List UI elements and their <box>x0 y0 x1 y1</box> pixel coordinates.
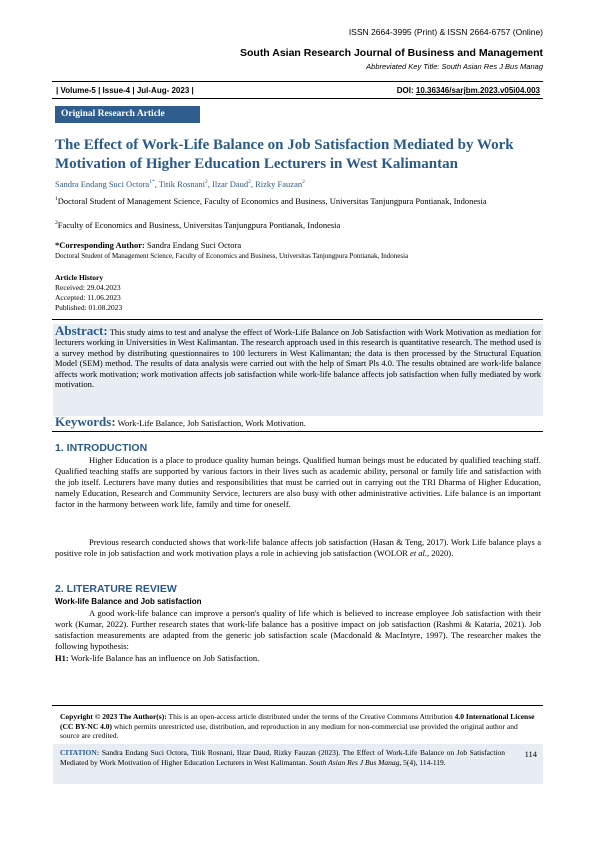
keywords-label: Keywords: <box>55 414 116 429</box>
abstract-label: Abstract: <box>55 323 108 338</box>
article-type-badge: Original Research Article <box>55 106 200 123</box>
citation-label: CITATION: <box>60 748 100 757</box>
volume-issue: | Volume-5 | Issue-4 | Jul-Aug- 2023 | <box>56 86 194 95</box>
affiliation-2: $^2$Faculty of Economics and Business, Universitas Tanjungpura Pontianak, Indonesia <box>55 219 341 230</box>
doi-line <box>397 86 540 95</box>
section-heading-literature-review: 2. LITERATURE REVIEW <box>55 583 177 595</box>
section-heading-introduction: 1. INTRODUCTION <box>55 442 148 454</box>
intro-paragraph-2: Previous research conducted shows that work-life balance affects job satisfaction (Hasan & Teng, 2017). Work Life balance plays a positive role in job satisfaction and work motivation plays a role in achieving job satisfaction (WOLOR et al., 2020). <box>55 537 541 558</box>
journal-name: South Asian Research Journal of Business and Management <box>239 47 543 59</box>
author-name: Sandra Endang Suci Octora <box>55 179 150 189</box>
doi-label: DOI: <box>396 86 414 95</box>
author-sup: 2 <box>302 179 305 186</box>
license-name: 4.0 International License (CC BY-NC 4.0) <box>60 712 535 731</box>
author-list: Sandra Endang Suci Octora$^{1*}$, Titik Rosnani$^2$, Ilzar Daud$^2$, Rizky Fauzan$^2$ <box>55 179 305 189</box>
author-name: Rizky Fauzan <box>255 179 303 189</box>
corresponding-label: *Corresponding Author: <box>55 240 145 250</box>
header-rule-top <box>52 81 543 82</box>
author-sup: 2 <box>205 179 208 186</box>
author-sup: 1* <box>149 179 155 186</box>
published-date: Published: 01.08.2023 <box>55 303 123 312</box>
intro-paragraph-1: Higher Education is a place to produce quality human beings. Qualified human beings must be educated by qualified teaching staff. Qualified teaching staffs are supported by various factors in their lives such as academic ability, personal or family life and satisfaction with the job itself. Lecturers have many duties and responsibilities that must be carried out in carrying out the TRI Dharma of Higher Education, namely Education, Research and Community Service, lecturers are also busy with other administrative activities. Life balance is an important factor in the harmony between work life, family and time for oneself. <box>55 455 541 509</box>
hypothesis-text: Work-life Balance has an influence on Job Satisfaction. <box>70 653 260 663</box>
affiliation-1: $^1$Doctoral Student of Management Science, Faculty of Economics and Business, Universitas Tanjungpura Pontianak, Indonesia <box>55 195 487 206</box>
corresponding-author <box>55 240 241 250</box>
corresponding-name: Sandra Endang Suci Octora <box>146 240 242 250</box>
abstract-rule-bottom <box>52 431 543 432</box>
article-title: The Effect of Work-Life Balance on Job Satisfaction Mediated by Work Motivation of Higher Education Lecturers in West Kalimantan <box>55 137 514 172</box>
accepted-date: Accepted: 11.06.2023 <box>55 293 121 302</box>
keywords-text: Work-Life Balance, Job Satisfaction, Work Motivation. <box>117 418 306 428</box>
page-number: 114 <box>524 749 537 759</box>
abstract-text: This study aims to test and analyse the effect of Work-Life Balance on Job Satisfaction with Work Motivation as mediation for lecturers working in Universities in West Kalimantan. The research approach used in this research is quantitative research. The method used is a survey method by distributing questionnaires to 100 lecturers in West Kalimantan; the data is then processed by the Structural Equation Model (SEM) method. The results of data analysis were carried out with the help of Smart Pls 4.0. The results obtained are work-life balance affects work motivation; work motivation affects job satisfaction while work-life balance affects job satisfaction when fully mediated by work motivation. <box>55 327 541 390</box>
abstract-rule-top <box>52 319 543 320</box>
subsection-heading: Work-life Balance and Job satisfaction <box>55 597 202 606</box>
footer-rule-top <box>52 705 543 706</box>
author-name: Titik Rosnani <box>158 179 206 189</box>
hypothesis-label: H1: <box>55 653 69 663</box>
literature-paragraph-1: A good work-life balance can improve a person's quality of life which is believed to increase employee Job satisfaction with their work (Kumar, 2022). Further research states that work-life balance has a positive impact on job satisfaction (Rashmi & Kataria, 2021). Job satisfaction measurements are adapted from the generic job satisfaction scale (Macdonald & MacIntyre, 1997). The researcher makes the following hypothesis: <box>55 608 541 651</box>
copyright-notice: Copyright © 2023 The Author(s): This is an open-access article distributed under the terms of the Creative Commons Attribution 4.0 International License (CC BY-NC 4.0) which permits unrestricted use, distribution, and reproduction in any medium for non-commercial use provided the original author and source are credited. <box>60 712 535 741</box>
abbreviated-title: Abbreviated Key Title: South Asian Res J Bus Manag <box>366 62 543 71</box>
article-history-heading: Article History <box>55 273 104 282</box>
issn-line: ISSN 2664-3995 (Print) & ISSN 2664-6757 (Online) <box>348 27 543 37</box>
header-rule-bottom <box>52 98 543 99</box>
doi-link[interactable]: 10.36346/sarjbm.2023.v05i04.003 <box>415 86 540 95</box>
abstract <box>55 323 541 390</box>
author-name: Ilzar Daud <box>212 179 249 189</box>
citation: CITATION: Sandra Endang Suci Octora, Titik Rosnani, Ilzar Daud, Rizky Fauzan (2023). The Effect of Work-Life Balance on Job Satisfaction Mediated by Work Motivation of Higher Education Lecturers in West Kalimantan. South Asian Res J Bus Manag, 5(4), 114-119. <box>60 748 506 767</box>
keywords <box>55 414 306 430</box>
copyright-label: Copyright © 2023 The Author(s): <box>60 712 167 721</box>
hypothesis-h1 <box>55 653 541 664</box>
corresponding-detail: Doctoral Student of Management Science, Faculty of Economics and Business, Universitas Tanjungpura Pontianak, Indonesia <box>55 252 409 260</box>
received-date: Received: 29.04.2023 <box>55 283 121 292</box>
author-sup: 2 <box>248 179 251 186</box>
